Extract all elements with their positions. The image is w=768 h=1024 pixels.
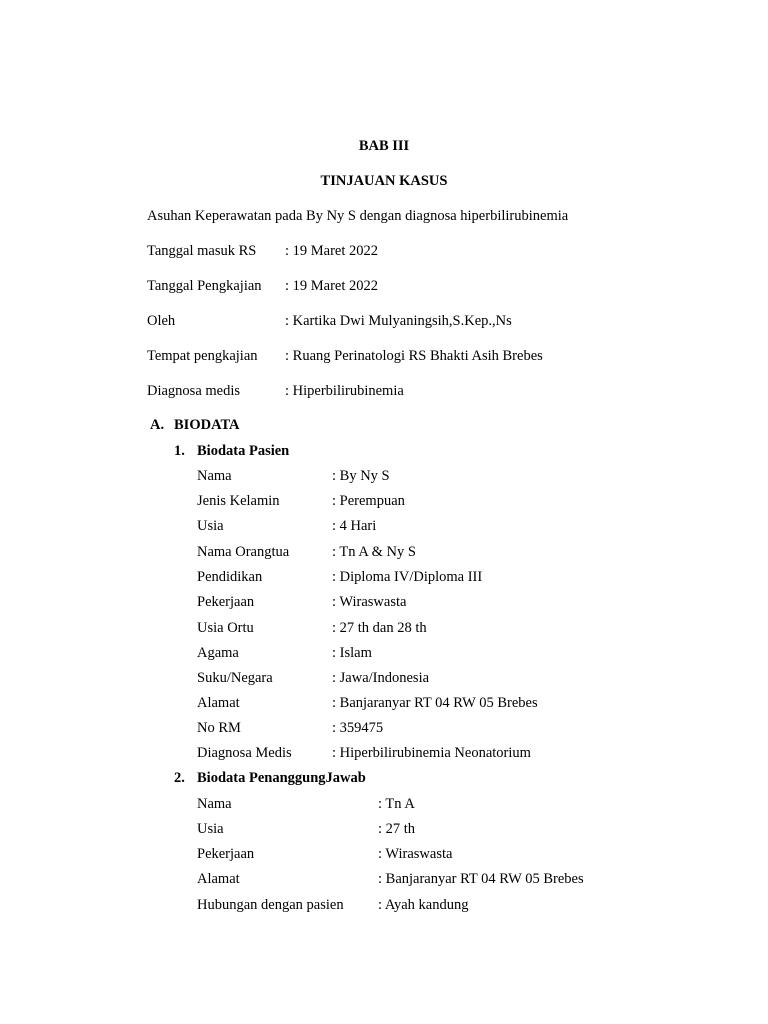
info-label: Oleh — [147, 313, 176, 329]
penanggung-value: : Wiraswasta — [378, 846, 453, 862]
pasien-label: Jenis Kelamin — [197, 493, 280, 509]
chapter-title: TINJAUAN KASUS — [320, 173, 448, 189]
info-label: Diagnosa medis — [147, 383, 241, 399]
pasien-label: Nama Orangtua — [197, 544, 290, 560]
pasien-value: : 27 th dan 28 th — [332, 620, 427, 636]
penanggung-value: : 27 th — [378, 821, 416, 837]
penanggung-label: Alamat — [197, 871, 240, 887]
pasien-value: : Diploma IV/Diploma III — [332, 569, 483, 585]
pasien-value: : 359475 — [332, 720, 384, 736]
pasien-label: Pekerjaan — [197, 594, 255, 610]
penanggung-value: : Banjaranyar RT 04 RW 05 Brebes — [378, 871, 584, 887]
info-value: : Kartika Dwi Mulyaningsih,S.Kep.,Ns — [285, 313, 512, 329]
subsection-1-title: Biodata Pasien — [197, 443, 290, 459]
pasien-label: No RM — [197, 720, 241, 736]
pasien-label: Diagnosa Medis — [197, 745, 292, 761]
pasien-value: : Tn A & Ny S — [332, 544, 416, 560]
pasien-label: Usia Ortu — [197, 620, 254, 636]
pasien-label: Nama — [197, 468, 232, 484]
intro-text: Asuhan Keperawatan pada By Ny S dengan diagnosa hiperbilirubinemia — [147, 208, 569, 224]
info-value: : 19 Maret 2022 — [285, 243, 379, 259]
pasien-value: : Jawa/Indonesia — [332, 670, 430, 686]
info-label: Tanggal Pengkajian — [147, 278, 262, 294]
pasien-value: : Hiperbilirubinemia Neonatorium — [332, 745, 531, 761]
pasien-value: : 4 Hari — [332, 518, 377, 534]
info-label: Tanggal masuk RS — [147, 243, 257, 259]
penanggung-label: Pekerjaan — [197, 846, 255, 862]
pasien-value: : Banjaranyar RT 04 RW 05 Brebes — [332, 695, 538, 711]
subsection-1-marker: 1. — [174, 443, 185, 459]
info-value: : Ruang Perinatologi RS Bhakti Asih Brebes — [285, 348, 543, 364]
subsection-2-title: Biodata PenanggungJawab — [197, 770, 366, 786]
pasien-value: : Perempuan — [332, 493, 405, 509]
pasien-label: Alamat — [197, 695, 240, 711]
penanggung-value: : Ayah kandung — [378, 897, 469, 913]
pasien-value: : Islam — [332, 645, 372, 661]
info-value: : Hiperbilirubinemia — [285, 383, 404, 399]
subsection-2-marker: 2. — [174, 770, 185, 786]
pasien-label: Usia — [197, 518, 224, 534]
chapter-heading: BAB III — [358, 138, 410, 154]
pasien-label: Suku/Negara — [197, 670, 273, 686]
pasien-label: Agama — [197, 645, 239, 661]
penanggung-value: : Tn A — [378, 796, 415, 812]
info-value: : 19 Maret 2022 — [285, 278, 379, 294]
section-a-title: BIODATA — [174, 417, 240, 433]
pasien-value: : By Ny S — [332, 468, 390, 484]
penanggung-label: Usia — [197, 821, 224, 837]
info-label: Tempat pengkajian — [147, 348, 258, 364]
section-a-marker: A. — [150, 417, 165, 433]
pasien-label: Pendidikan — [197, 569, 263, 585]
pasien-value: : Wiraswasta — [332, 594, 407, 610]
penanggung-label: Hubungan dengan pasien — [197, 897, 344, 913]
penanggung-label: Nama — [197, 796, 232, 812]
